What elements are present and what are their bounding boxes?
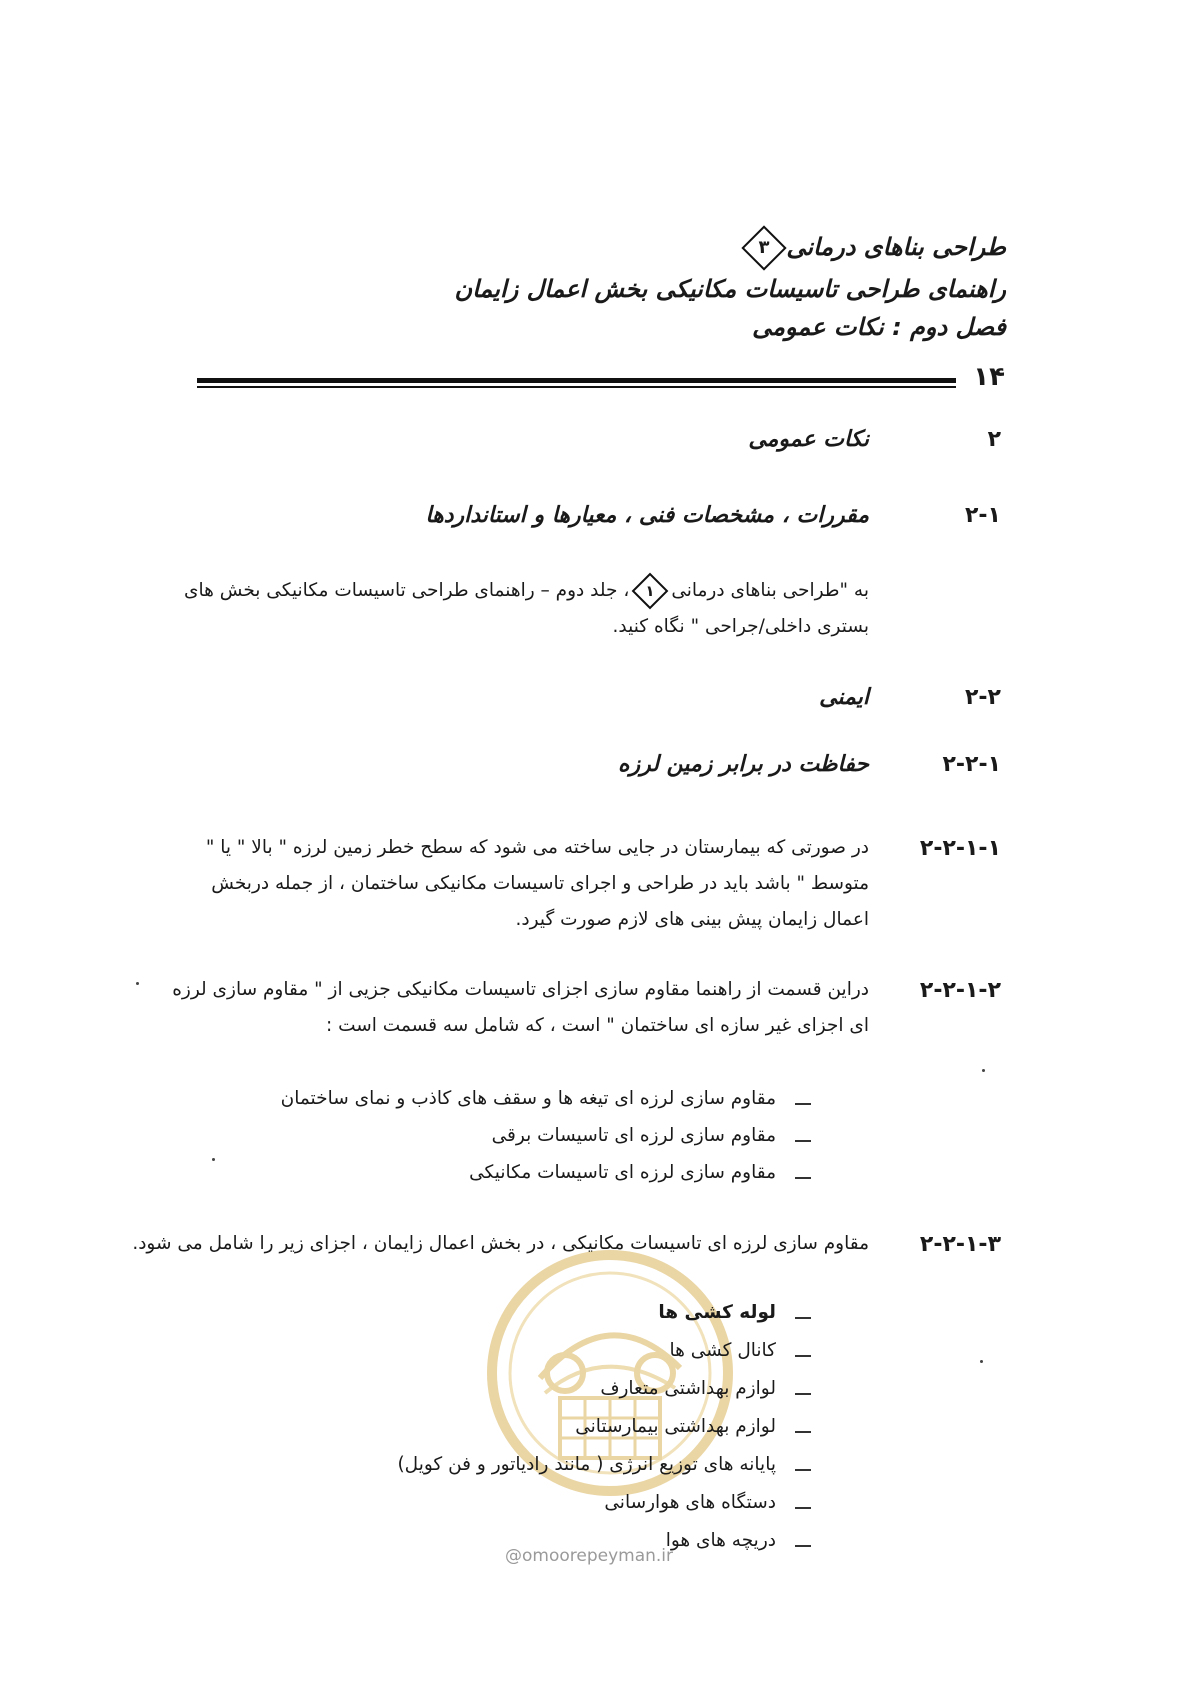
list-dash bbox=[795, 1103, 811, 1105]
header-rule-thin bbox=[197, 386, 956, 388]
list-item: دستگاه های هوارسانی bbox=[604, 1492, 776, 1513]
list-dash bbox=[795, 1431, 811, 1433]
section-2-2-1-2-number: ۲-۲-۱-۲ bbox=[919, 978, 1001, 1003]
header-guide-title: راهنمای طراحی تاسیسات مکانیکی بخش اعمال زایمان bbox=[454, 275, 1006, 303]
watermark-text: @omoorepeyman.ir bbox=[505, 1546, 674, 1566]
list-item: لوازم بهداشتی بیمارستانی bbox=[575, 1416, 776, 1437]
list-item: لوله کشی ها bbox=[658, 1302, 776, 1323]
list-dash bbox=[795, 1469, 811, 1471]
section-2-2-1-3-text: مقاوم سازی لرزه ای تاسیسات مکانیکی ، در بخش اعمال زایمان ، اجزای زیر را شامل می شود. bbox=[132, 1233, 869, 1254]
list-dash bbox=[795, 1393, 811, 1395]
header-chapter-title: فصل دوم : نکات عمومی bbox=[752, 313, 1006, 341]
section-2-2-1-1-number: ۲-۲-۱-۱ bbox=[919, 836, 1001, 861]
list-dash bbox=[795, 1355, 811, 1357]
header-rule bbox=[197, 378, 956, 383]
scan-speck bbox=[982, 1069, 985, 1072]
volume-badge-icon: ۳ bbox=[742, 225, 787, 270]
section-2-1-title: مقررات ، مشخصات فنی ، معیارها و استانداردها bbox=[425, 503, 869, 528]
header-book-title: طراحی بناهای درمانی bbox=[786, 233, 1006, 261]
scan-speck bbox=[212, 1158, 215, 1161]
section-2-2-1-1-text: در صورتی که بیمارستان در جایی ساخته می شود که سطح خطر زمین لرزه " بالا " یا " متوسط " باشد باید در طراحی و اجرای تاسیسات مکانیکی ساختمان ، از جمله دربخش اعمال زایمان پیش بینی های لازم صورت گیرد. bbox=[205, 837, 869, 930]
list-item: مقاوم سازی لرزه ای تاسیسات مکانیکی bbox=[469, 1162, 776, 1183]
list-item: کانال کشی ها bbox=[669, 1340, 776, 1361]
list-item: مقاوم سازی لرزه ای تاسیسات برقی bbox=[491, 1125, 776, 1146]
section-2-2-1-2-text: دراین قسمت از راهنما مقاوم سازی اجزای تاسیسات مکانیکی جزیی از " مقاوم سازی لرزه ای اجزای غیر سازه ای ساختمان " است ، که شامل سه قسمت است : bbox=[172, 979, 869, 1036]
list-dash bbox=[795, 1317, 811, 1319]
list-item: مقاوم سازی لرزه ای تیغه ها و سقف های کاذب و نمای ساختمان bbox=[280, 1088, 776, 1109]
header-line-1 bbox=[742, 232, 1006, 264]
scan-speck bbox=[980, 1360, 983, 1363]
section-2-2-title: ایمنی bbox=[819, 685, 869, 710]
page-number: ۱۴ bbox=[973, 362, 1005, 392]
list-dash bbox=[795, 1507, 811, 1509]
section-2-2-1-number: ۲-۲-۱ bbox=[942, 752, 1001, 777]
list-item: پایانه های توزیع انرژی ( مانند رادیاتور و فن کویل) bbox=[397, 1454, 776, 1475]
section-2-1-body: به "طراحی بناهای درمانی ۱ ، جلد دوم – راهنمای طراحی تاسیسات مکانیکی بخش های بستری داخلی/جراحی " نگاه کنید. bbox=[164, 573, 869, 645]
scan-speck bbox=[136, 982, 139, 985]
section-2-1-number: ۲-۱ bbox=[965, 503, 1001, 528]
section-2-2-1-3-number: ۲-۲-۱-۳ bbox=[919, 1232, 1001, 1257]
section-2-2-1-title: حفاظت در برابر زمین لرزه bbox=[617, 752, 869, 777]
section-2-number: ۲ bbox=[987, 427, 1001, 452]
section-2-2-number: ۲-۲ bbox=[965, 685, 1001, 710]
section-2-title: نکات عمومی bbox=[748, 427, 869, 452]
list-dash bbox=[795, 1545, 811, 1547]
list-item: لوازم بهداشتی متعارف bbox=[600, 1378, 776, 1399]
list-dash bbox=[795, 1140, 811, 1142]
volume-1-badge-icon: ۱ bbox=[632, 573, 669, 610]
list-dash bbox=[795, 1177, 811, 1179]
list-item: دریچه های هوا bbox=[665, 1530, 776, 1551]
